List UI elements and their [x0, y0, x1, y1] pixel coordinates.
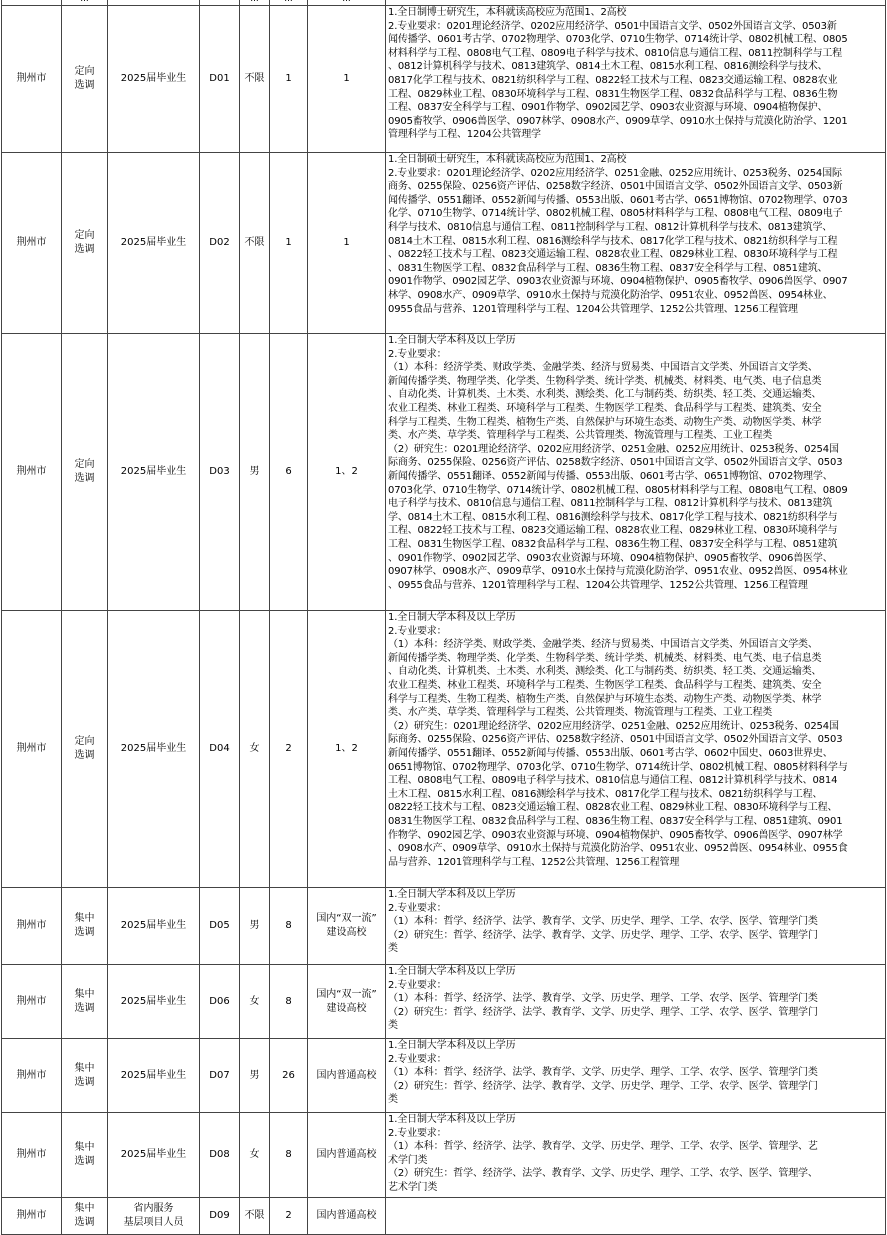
requirement-line: 科学与技术、0810信息与通信工程、0811控制科学与工程、0812计算机科学与技术、0813建筑学、 — [388, 221, 833, 233]
requirement-line: 2.专业要求： — [388, 1053, 447, 1065]
requirement-line: 类 — [388, 1020, 398, 1032]
scope-cell-line: 建设高校 — [326, 1002, 367, 1014]
target-cell — [108, 6, 200, 153]
requirement-line: （1）本科：哲学、经济学、法学、教育学、文学、历史学、理学、工学、农学、医学、管理学、艺 — [388, 1141, 818, 1153]
method-cell-line: 选调 — [74, 750, 95, 761]
requirement-line: 0831生物医学工程、0832食品科学与工程、0836生物工程、0837安全科学与工程、0851建筑、0901 — [388, 815, 843, 827]
target-cell-line: 2025届毕业生 — [120, 995, 187, 1007]
target-cell — [108, 1113, 200, 1198]
requirement-line: 林学、0908水产、0909草学、0910水土保持与荒漠化防治学、0951农业、0952兽医、0954林业、 — [388, 289, 833, 301]
requirement-line: （2）研究生：0201理论经济学、0202应用经济学、0251金融、0252应用统计、0253税务、0254国 — [388, 720, 839, 732]
method-cell-line: 选调 — [74, 80, 95, 91]
requirement-line: 闻传播学、0601考古学、0702物理学、0703化学、0710生物学、0714统计学、0802机械工程、0805 — [388, 34, 848, 46]
method-cell-line: 定向 — [74, 230, 95, 242]
method-cell — [62, 1113, 108, 1198]
requirement-line: 1.全日制大学本科及以上学历 — [388, 1114, 516, 1125]
requirement-line: 0817化学工程与技术、0821纺织科学与工程、0822轻工技术与工程、0823交通运输工程、0828农业 — [388, 74, 838, 86]
method-cell-line: 选调 — [74, 244, 95, 255]
gender-cell: 女 — [240, 1113, 270, 1198]
table-row — [2, 1198, 886, 1235]
requirements-cell — [386, 1198, 886, 1235]
requirement-line: 品与营养、1201管理科学与工程、1252公共管理、1256工程管理 — [388, 856, 680, 868]
target-cell — [108, 153, 200, 334]
requirement-line: 管理科学与工程、1204公共管理学 — [388, 129, 541, 141]
code-cell: D09 — [200, 1198, 240, 1235]
requirement-line: 1.全日制大学本科及以上学历 — [388, 612, 516, 623]
code-cell: D08 — [200, 1113, 240, 1198]
requirement-line: 、0822轻工技术与工程、0823交通运输工程、0828农业工程、0829林业工程、0830环境科学与工程 — [388, 249, 838, 261]
requirement-line: （2）研究生：哲学、经济学、法学、教育学、文学、历史学、理学、工学、农学、医学、管理学、 — [388, 1168, 818, 1180]
target-cell — [108, 334, 200, 611]
target-cell-line: 省内服务 — [133, 1203, 174, 1215]
requirement-line: （2）研究生：哲学、经济学、法学、教育学、文学、历史学、理学、工学、农学、医学、管理学门 — [388, 1006, 818, 1018]
requirement-line: 作物学、0902园艺学、0903农业资源与环境、0904植物保护、0905畜牧学、0906兽医学、0907林学 — [388, 829, 843, 841]
city-cell: 荆州市 — [2, 6, 62, 153]
method-cell-line: 选调 — [74, 1076, 95, 1088]
method-cell — [62, 611, 108, 888]
code-cell: D05 — [200, 888, 240, 965]
count-cell: 8 — [270, 888, 308, 965]
city-cell: 荆州市 — [2, 965, 62, 1039]
requirement-line: 2.专业要求： — [388, 979, 447, 991]
method-cell-line: 选调 — [74, 1156, 95, 1167]
table-row — [2, 334, 886, 611]
requirements-cell — [386, 6, 886, 153]
requirement-line: 2.专业要求：0201理论经济学、0202应用经济学、0501中国语言文学、0502外国语言文学、0503新 — [388, 20, 837, 32]
scope-cell-line: 建设高校 — [326, 927, 367, 938]
scope-cell-line: 国内普通高校 — [316, 1210, 377, 1222]
requirement-line: 、0831生物医学工程、0832食品科学与工程、0836生物工程、0837安全科学与工程、0851建筑、 — [388, 262, 828, 274]
count-cell: 2 — [270, 1198, 308, 1235]
requirement-line: 闻传播学、0551翻译、0552新闻与传播、0553出版、0601考古学、0651博物馆、0702物理学、0703 — [388, 194, 848, 206]
scope-cell-line: 国内“双一流” — [316, 913, 377, 925]
method-cell-line: 集中 — [74, 913, 95, 925]
count-cell: 8 — [270, 1113, 308, 1198]
requirements-cell — [386, 153, 886, 334]
requirement-line: 0901作物学、0902园艺学、0903农业资源与环境、0904植物保护、0905畜牧学、0906兽医学、0907 — [388, 276, 848, 288]
requirement-line: （2）研究生：哲学、经济学、法学、教育学、文学、历史学、理学、工学、农学、医学、管理学门 — [388, 929, 818, 941]
target-cell — [108, 1198, 200, 1235]
count-cell: 2 — [270, 611, 308, 888]
requirement-line: 新闻传播学类、物理学类、化学类、生物科学类、统计学类、机械类、材料类、电气类、电子信息类 — [388, 652, 822, 664]
requirement-line: 、0908水产、0909草学、0910水土保持与荒漠化防治学、0951农业、0952兽医、0954林业、0955食 — [388, 843, 848, 855]
target-cell — [108, 888, 200, 965]
count-cell: 6 — [270, 334, 308, 611]
target-cell-line: 2025届毕业生 — [120, 73, 187, 85]
requirement-line: 科学与工程类、生物工程类、植物生产类、自然保护与环境生态类、动物生产类、动物医学类、林学 — [388, 693, 822, 705]
requirement-line: 工程、0829林业工程、0830环境科学与工程、0831生物医学工程、0832食品科学与工程、0836生物 — [388, 88, 838, 100]
requirement-line: 材料科学与工程、0808电气工程、0809电子科学与技术、0810信息与通信工程、0811控制科学与工程 — [388, 47, 842, 59]
target-cell-line: 2025届毕业生 — [120, 920, 187, 932]
method-cell-line: 集中 — [74, 1062, 95, 1074]
city-cell: 荆州市 — [2, 611, 62, 888]
method-cell-line: 定向 — [74, 66, 95, 78]
requirement-line: 商务、0255保险、0256资产评估、0258数字经济、0501中国语言文学、0502外国语言文学、0503新 — [388, 181, 843, 193]
scope-cell-line: 1、2 — [335, 743, 358, 755]
target-cell-line: 2025届毕业生 — [120, 466, 187, 478]
requirement-line: （1）本科：经济学类、财政学类、金融学类、经济与贸易类、中国语言文学类、外国语言文学类、 — [388, 639, 818, 651]
requirement-line: 际商务、0255保险、0256资产评估、0258数字经济、0501中国语言文学、0502外国语言文学、0503 — [388, 457, 843, 469]
count-cell: 26 — [270, 1039, 308, 1113]
requirement-line: 1.全日制大学本科及以上学历 — [388, 335, 516, 346]
requirement-line: 、0955食品与营养、1201管理科学与工程、1204公共管理学、1252公共管理、1256工程管理 — [388, 579, 808, 591]
requirement-line: 1.全日制硕士研究生，本科就读高校应为范围1、2高校 — [388, 154, 627, 165]
requirement-line: （1）本科：哲学、经济学、法学、教育学、文学、历史学、理学、工学、农学、医学、管理学门类 — [388, 1067, 818, 1079]
requirement-line: 、自动化类、计算机类、土木类、水利类、测绘类、化工与制药类、纺织类、轻工类、交通运输类、 — [388, 389, 822, 401]
gender-cell: 女 — [240, 965, 270, 1039]
code-cell: D01 — [200, 6, 240, 153]
table-row — [2, 1113, 886, 1198]
city-cell: 荆州市 — [2, 1039, 62, 1113]
target-cell-line: 基层项目人员 — [123, 1217, 184, 1228]
requirement-line: 电子科学与技术、0810信息与通信工程、0811控制科学与工程、0812计算机科学与技术、0813建筑 — [388, 498, 833, 510]
requirement-line: 学、0814土木工程、0815水利工程、0816测绘科学与技术、0817化学工程与技术、0821纺织科学与 — [388, 511, 838, 523]
method-cell-line: 集中 — [74, 1142, 95, 1154]
method-cell-line: 选调 — [74, 1002, 95, 1014]
requirement-line: 工程、0822轻工技术与工程、0823交通运输工程、0828农业工程、0829林业工程、0830环境科学与 — [388, 525, 838, 537]
city-cell: 荆州市 — [2, 888, 62, 965]
gender-cell: 男 — [240, 1039, 270, 1113]
scope-cell-line: 1、2 — [335, 466, 358, 478]
requirement-line: 2.专业要求： — [388, 902, 447, 914]
table-row — [2, 153, 886, 334]
requirement-line: 1.全日制大学本科及以上学历 — [388, 1040, 516, 1051]
table-row — [2, 6, 886, 153]
requirement-line: （2）研究生：0201理论经济学、0202应用经济学、0251金融、0252应用统计、0253税务、0254国 — [388, 443, 839, 455]
city-cell: 荆州市 — [2, 1113, 62, 1198]
requirement-line: 、0901作物学、0902园艺学、0903农业资源与环境、0904植物保护、0905畜牧学、0906兽医学、 — [388, 552, 833, 564]
table-row — [2, 965, 886, 1039]
requirement-line: 2.专业要求：0201理论经济学、0202应用经济学、0251金融、0252应用统计、0253税务、0254国际 — [388, 167, 842, 179]
code-cell: D02 — [200, 153, 240, 334]
scope-cell — [308, 1198, 386, 1235]
table-body — [2, 0, 886, 1235]
requirement-line: 新闻传播学类、物理学类、化学类、生物科学类、统计学类、机械类、材料类、电气类、电子信息类 — [388, 375, 822, 387]
table-row — [2, 1039, 886, 1113]
requirements-cell — [386, 965, 886, 1039]
requirements-cell — [386, 334, 886, 611]
method-cell — [62, 153, 108, 334]
code-cell: D04 — [200, 611, 240, 888]
requirement-line: 1.全日制大学本科及以上学历 — [388, 889, 516, 900]
table-row — [2, 888, 886, 965]
requirement-line: 际商务、0255保险、0256资产评估、0258数字经济、0501中国语言文学、0502外国语言文学、0503 — [388, 734, 843, 746]
scope-cell — [308, 611, 386, 888]
scope-cell — [308, 888, 386, 965]
requirement-line: 新闻传播学、0551翻译、0552新闻与传播、0553出版、0601考古学、0602中国史、0603世界史、 — [388, 747, 833, 759]
target-cell — [108, 965, 200, 1039]
gender-cell: 不限 — [240, 1198, 270, 1235]
city-cell: 荆州市 — [2, 153, 62, 334]
scope-cell-line: 1 — [343, 237, 350, 249]
requirements-cell — [386, 1113, 886, 1198]
scope-cell-line: 国内普通高校 — [316, 1149, 377, 1161]
method-cell — [62, 334, 108, 611]
requirement-line: 0905畜牧学、0906兽医学、0907林学、0908水产、0909草学、0910水土保持与荒漠化防治学、1201 — [388, 115, 848, 127]
method-cell-line: 定向 — [74, 736, 95, 748]
method-cell-line: 定向 — [74, 459, 95, 471]
gender-cell: 男 — [240, 334, 270, 611]
scope-cell — [308, 334, 386, 611]
scope-cell — [308, 6, 386, 153]
code-cell: D07 — [200, 1039, 240, 1113]
method-cell-line: 集中 — [74, 1203, 95, 1215]
method-cell — [62, 965, 108, 1039]
requirement-line: 土木工程、0815水利工程、0816测绘科学与技术、0817化学工程与技术、0821纺织科学与工程、 — [388, 788, 823, 800]
requirement-line: 工程、0837安全科学与工程、0901作物学、0902园艺学、0903农业资源与环境、0904植物保护、 — [388, 102, 828, 114]
requirement-line: 1.全日制博士研究生，本科就读高校应为范围1、2高校 — [388, 7, 627, 18]
gender-cell: 不限 — [240, 6, 270, 153]
requirement-line: 0651博物馆、0702物理学、0703化学、0710生物学、0714统计学、0802机械工程、0805材料科学与 — [388, 761, 848, 773]
scope-cell — [308, 153, 386, 334]
scope-cell-line: 国内普通高校 — [316, 1069, 377, 1081]
requirement-line: 工程、0831生物医学工程、0832食品科学与工程、0836生物工程、0837安全科学与工程、0851建筑 — [388, 538, 838, 550]
requirement-line: 类、水产类、草学类、管理科学与工程类、公共管理类、物流管理与工程类、工业工程类 — [388, 707, 773, 719]
method-cell-line: 选调 — [74, 473, 95, 484]
requirement-line: 2.专业要求： — [388, 625, 447, 637]
scope-cell-line: 1 — [343, 73, 350, 85]
method-cell — [62, 6, 108, 153]
requirement-line: 术学门类 — [388, 1154, 428, 1166]
requirement-line: 类 — [388, 1094, 398, 1106]
city-cell: 荆州市 — [2, 334, 62, 611]
requirement-line: 新闻传播学、0551翻译、0552新闻与传播、0553出版、0601考古学、0651博物馆、0702物理学、 — [388, 470, 833, 482]
method-cell-line: 集中 — [74, 988, 95, 1000]
requirements-cell — [386, 611, 886, 888]
method-cell — [62, 1039, 108, 1113]
scope-cell — [308, 1113, 386, 1198]
target-cell-line: 2025届毕业生 — [120, 1149, 187, 1161]
requirement-line: 1.全日制大学本科及以上学历 — [388, 966, 516, 977]
requirement-line: 类 — [388, 943, 398, 955]
requirement-line: 、自动化类、计算机类、土木类、水利类、测绘类、化工与制药类、纺织类、轻工类、交通运输类、 — [388, 666, 822, 678]
target-cell — [108, 1039, 200, 1113]
code-cell: D03 — [200, 334, 240, 611]
requirement-line: 2.专业要求： — [388, 348, 447, 360]
target-cell-line: 2025届毕业生 — [120, 237, 187, 249]
method-cell-line: 选调 — [74, 1217, 95, 1228]
count-cell: 1 — [270, 6, 308, 153]
gender-cell: 不限 — [240, 153, 270, 334]
requirements-cell — [386, 1039, 886, 1113]
requirement-line: （2）研究生：哲学、经济学、法学、教育学、文学、历史学、理学、工学、农学、医学、管理学门 — [388, 1080, 818, 1092]
city-cell: 荆州市 — [2, 1198, 62, 1235]
requirement-line: 0955食品与营养、1201管理科学与工程、1204公共管理学、1252公共管理、1256工程管理 — [388, 303, 798, 315]
requirements-cell — [386, 888, 886, 965]
requirement-line: 艺术学门类 — [388, 1181, 438, 1193]
requirement-line: 工程、0808电气工程、0809电子科学与技术、0810信息与通信工程、0812计算机科学与技术、0814 — [388, 775, 838, 787]
code-cell: D06 — [200, 965, 240, 1039]
target-cell — [108, 611, 200, 888]
scope-cell — [308, 1039, 386, 1113]
requirement-line: 农业工程类、林业工程类、环境科学与工程类、生物医学工程类、食品科学与工程类、建筑类、安全 — [388, 402, 822, 414]
method-cell — [62, 888, 108, 965]
requirement-line: 类、水产类、草学类、管理科学与工程类、公共管理类、物流管理与工程类、工业工程类 — [388, 430, 773, 442]
table-row — [2, 611, 886, 888]
target-cell-line: 2025届毕业生 — [120, 1069, 187, 1081]
requirement-line: 2.专业要求： — [388, 1127, 447, 1139]
gender-cell: 男 — [240, 888, 270, 965]
count-cell: 1 — [270, 153, 308, 334]
method-cell — [62, 1198, 108, 1235]
requirement-line: （1）本科：哲学、经济学、法学、教育学、文学、历史学、理学、工学、农学、医学、管理学门类 — [388, 916, 818, 928]
requirement-line: 0907林学、0908水产、0909草学、0910水土保持与荒漠化防治学、0951农业、0952兽医、0954林业 — [388, 566, 848, 578]
requirement-line: 化学、0710生物学、0714统计学、0802机械工程、0805材料科学与工程、0808电气工程、0809电子 — [388, 208, 843, 220]
gender-cell: 女 — [240, 611, 270, 888]
requirement-line: 、0812计算机科学与技术、0813建筑学、0814土木工程、0815水利工程、0816测绘科学与技术、 — [388, 61, 828, 73]
requirement-line: （1）本科：经济学类、财政学类、金融学类、经济与贸易类、中国语言文学类、外国语言文学类、 — [388, 362, 818, 374]
requirement-line: （1）本科：哲学、经济学、法学、教育学、文学、历史学、理学、工学、农学、医学、管理学门类 — [388, 993, 818, 1005]
requirement-line: 0814土木工程、0815水利工程、0816测绘科学与技术、0817化学工程与技术、0821纺织科学与工程 — [388, 235, 838, 247]
requirement-line: 科学与工程类、生物工程类、植物生产类、自然保护与环境生态类、动物生产类、动物医学类、林学 — [388, 416, 822, 428]
scope-cell — [308, 965, 386, 1039]
requirement-line: 0703化学、0710生物学、0714统计学、0802机械工程、0805材料科学与工程、0808电气工程、0809 — [388, 484, 848, 496]
method-cell-line: 选调 — [74, 927, 95, 938]
recruitment-table — [1, 0, 886, 1235]
requirement-line: 农业工程类、林业工程类、环境科学与工程类、生物医学工程类、食品科学与工程类、建筑类、安全 — [388, 679, 822, 691]
requirement-line: 0822轻工技术与工程、0823交通运输工程、0828农业工程、0829林业工程、0830环境科学与工程、 — [388, 802, 838, 814]
count-cell: 8 — [270, 965, 308, 1039]
target-cell-line: 2025届毕业生 — [120, 743, 187, 755]
scope-cell-line: 国内“双一流” — [316, 988, 377, 1000]
